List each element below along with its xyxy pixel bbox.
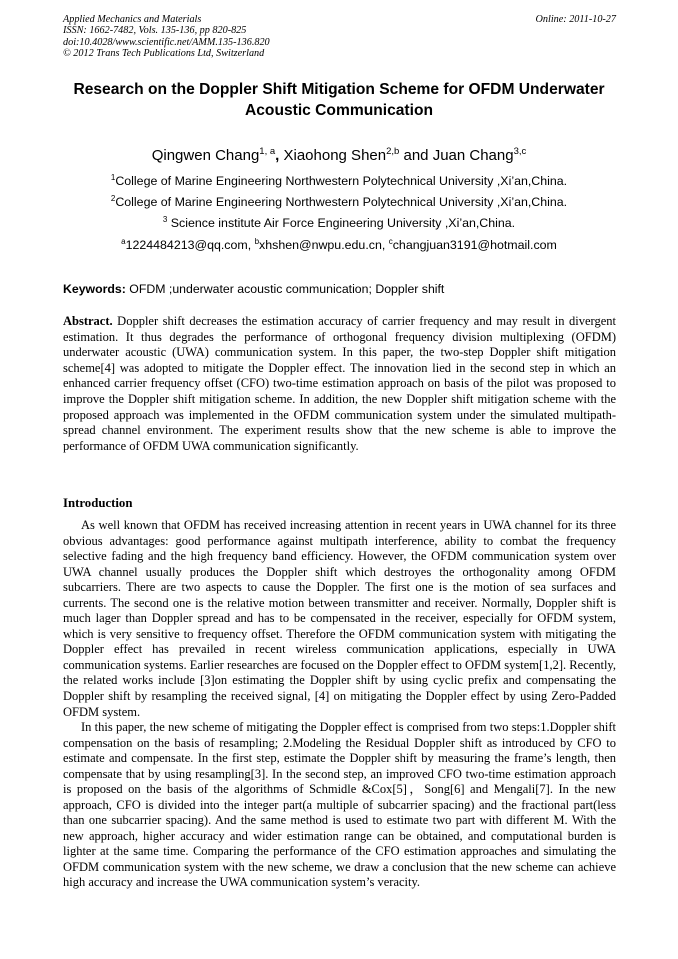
email-sup: c [388, 237, 393, 246]
email-link[interactable]: xhshen@nwpu.edu.cn, [259, 238, 389, 252]
paragraph-text: In this paper, the new scheme of mitigating the Doppler effect is comprised from two steps:1.Doppler shift compensation on the basis of resampling; 2.Modeling the Residual Doppler shift as introduced by CFO to estimate and compensate. In the first step, estimate the Doppler shift by measuring the frame’s length, then compensate that by using resampling[3]. In the second step, an improved CFO two-time estimation approach is proposed on the basis of the algorithms of Schmidle &Cox[5]，Song[6] and Mengali[7]. In the new approach, CFO is divided into the integer part(a multiple of subcarrier spacing) and the fractional part(less than one subcarrier spacing). And the same method is used to estimate two part with different M. With the new approach, higher accuracy and wider estimation range can be obtained, and computational burden is lighter at the same time. Comparing the performance of the CFO estimation approaches and simulating the OFDM communication system with the new scheme, we draw a conclusion that the new scheme can achieve high accuracy and increase the UWA communication system’s veracity. [63, 720, 616, 890]
author-sup: 3,c [513, 146, 527, 157]
author-separator: and [399, 147, 433, 164]
author-separator: , [275, 147, 284, 164]
copyright-line: © 2012 Trans Tech Publications Ltd, Switzerland [63, 47, 265, 59]
introduction-paragraph-1 [63, 518, 616, 720]
email-link[interactable]: 1224484213@qq.com, [125, 238, 255, 252]
abstract-section [63, 314, 616, 454]
affiliation-sup: 1 [110, 173, 116, 182]
author-list [40, 146, 638, 166]
affiliation-sup: 2 [110, 194, 116, 203]
paragraph-text: As well known that OFDM has received increasing attention in recent years in UWA channel for its three obvious advantages: good performance against multipath interference, ability to combat the frequency selective fading and the high frequency band efficiency. However, the OFDM communication system over UWA channel usually produces the Doppler shift which destroyes the orthogonality among OFDM subcarriers. There are two aspects to cause the Doppler. The first one is the motion of sea surfaces and currents. The second one is the relative motion between transmitter and receiver. Normally, Doppler shift is much lager than Doppler spread and has to be compensated in the receiver, especially for OFDM system, which is very sensitive to frequency offset. Therefore the OFDM communication system with mitigating the Doppler effect has prevailed in recent wireless communication applications, especially in UWA communication systems. Earlier researches are focused on the Doppler effect to OFDM system[1,2]. Recently, the related works include [3]on estimating the Doppler shift by using cyclic prefix and compensating the Doppler shift by resampling the received signal, [4] on mitigating the Doppler effect by using Zero-Padded OFDM system. [63, 518, 616, 719]
affiliation-text: College of Marine Engineering Northwestern Polytechnical University ,Xi’an,China. [115, 195, 568, 209]
affiliation-2 [40, 194, 638, 210]
abstract-text: Doppler shift decreases the estimation accuracy of carrier frequency and may result in divergent estimation. It thus degrades the performance of orthogonal frequency division multiplexing (OFDM) underwater acoustic (UWA) communication system. In this paper, the two-step Doppler shift mitigation scheme[4] was adopted to mitigate the Doppler effect. The innovation lied in the second step in which an enhanced carrier frequency offset (CFO) two-time estimation approach on basis of the pilot was proposed to improve the Doppler shift mitigation scheme. In addition, the new Doppler shift mitigation scheme with the proposed approach was implemented in the OFDM communication system under the simulated multipath-spread channel environment. The experiment results show that the new scheme is able to improve the performance of OFDM UWA communication significantly. [63, 314, 616, 453]
introduction-heading: Introduction [63, 496, 133, 510]
doi-line: doi:10.4028/www.scientific.net/AMM.135-136.820 [63, 36, 270, 48]
paper-title: Research on the Doppler Shift Mitigation Scheme for OFDM Underwater Acoustic Communication [73, 81, 605, 119]
email-sup: a [121, 237, 126, 246]
affiliation-1 [40, 173, 638, 189]
author-name: Juan Chang [432, 147, 514, 164]
keywords-label: Keywords: [63, 282, 126, 296]
affiliation-3 [40, 215, 638, 231]
author-name: Qingwen Chang [151, 147, 260, 164]
email-line [40, 237, 638, 253]
abstract-label: Abstract. [63, 314, 113, 328]
author-sup: 2,b [386, 146, 400, 157]
author-sup: 1, a [259, 146, 276, 157]
online-date: Online: 2011-10-27 [535, 14, 616, 25]
introduction-paragraph-2 [63, 720, 616, 891]
keywords-section [63, 281, 616, 297]
keywords-text: OFDM ;underwater acoustic communication; Doppler shift [125, 282, 445, 296]
issn-line: ISSN: 1662-7482, Vols. 135-136, pp 820-825 [63, 25, 247, 37]
journal-name: Applied Mechanics and Materials [63, 14, 202, 25]
affiliation-sup: 3 [162, 215, 168, 224]
affiliation-text: College of Marine Engineering Northwestern Polytechnical University ,Xi’an,China. [115, 174, 568, 188]
journal-header [63, 14, 616, 59]
author-name: Xiaohong Shen [283, 147, 387, 164]
affiliation-text: Science institute Air Force Engineering University ,Xi’an,China. [167, 216, 516, 230]
email-sup: b [254, 237, 260, 246]
email-link[interactable]: changjuan3191@hotmail.com [392, 238, 557, 252]
